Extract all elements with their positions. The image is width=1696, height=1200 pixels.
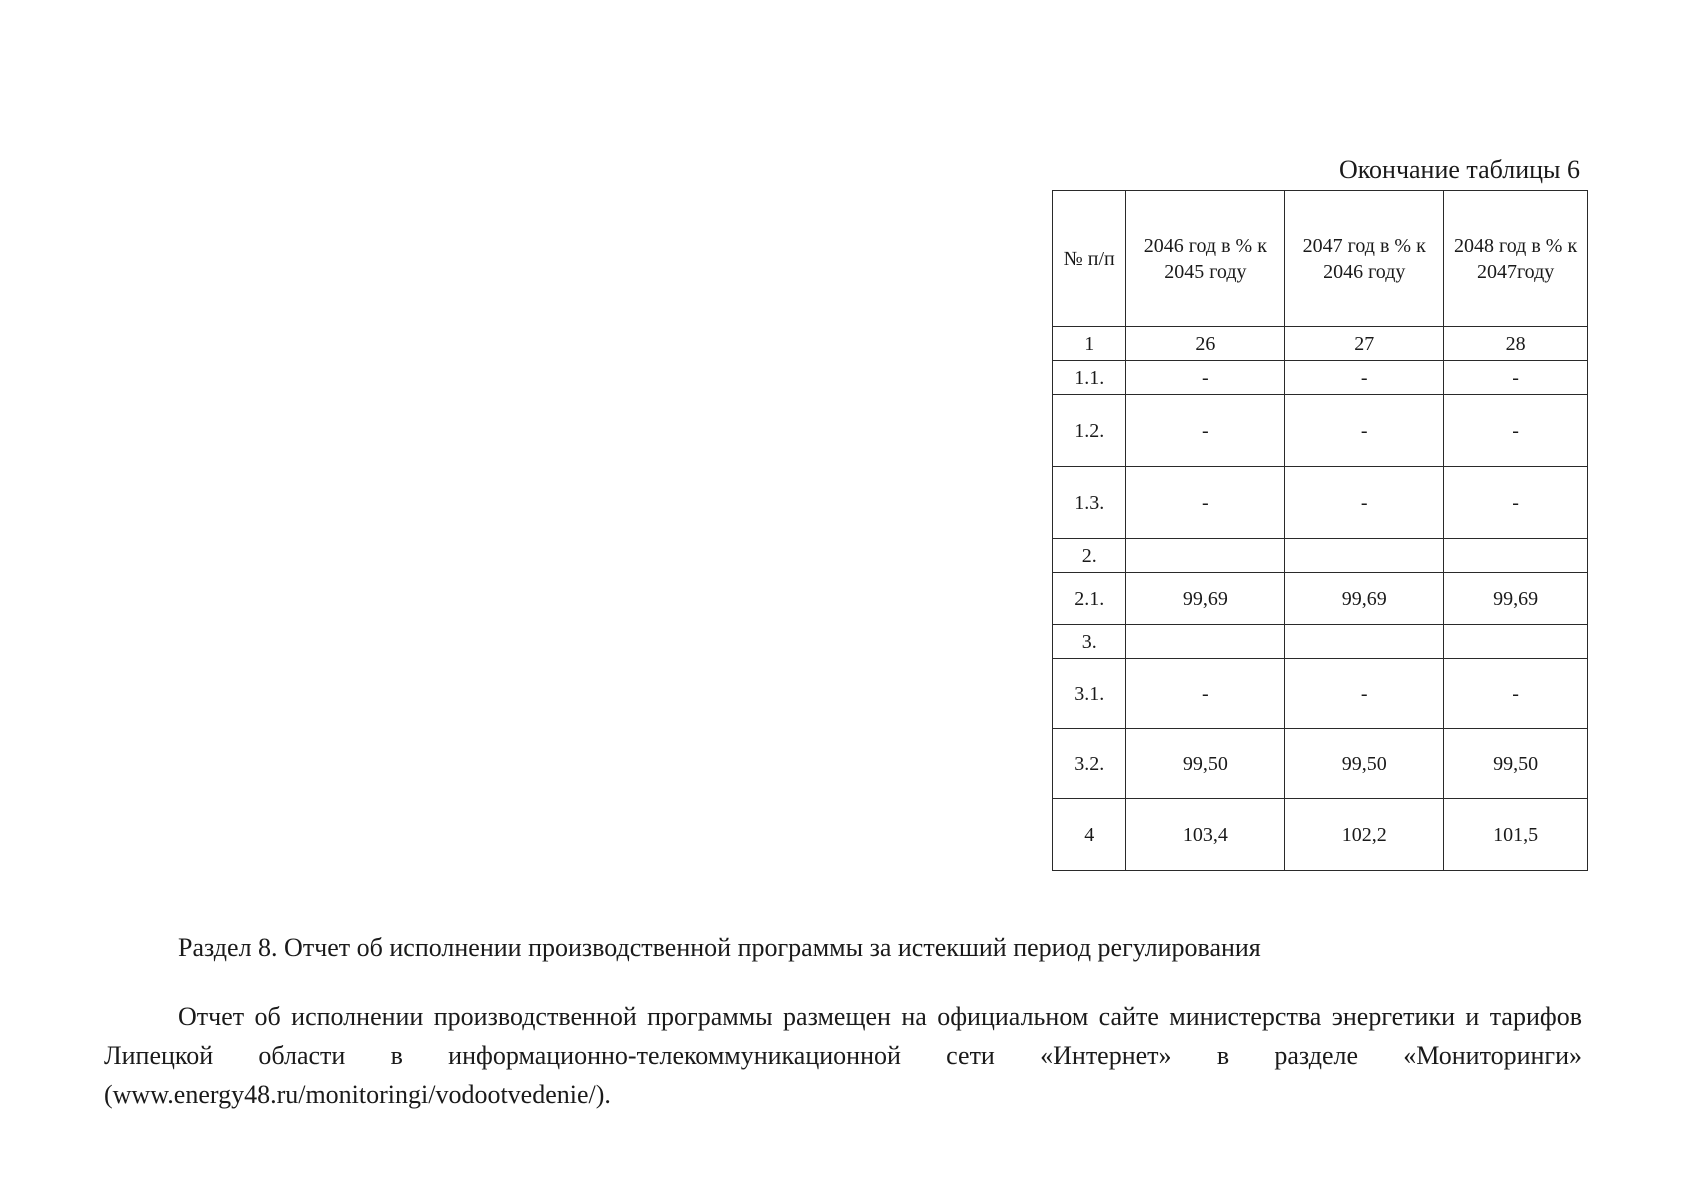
table-row [1053,799,1588,871]
table-cell [1285,539,1444,573]
table-row [1053,327,1588,361]
data-table [1052,190,1588,871]
header-row [1053,191,1588,327]
table-cell: 1.2. [1053,395,1126,467]
table-row [1053,539,1588,573]
table-row [1053,573,1588,625]
table-cell: 101,5 [1444,799,1588,871]
table-row [1053,625,1588,659]
table-cell [1285,625,1444,659]
table-cell: - [1444,395,1588,467]
table-cell: 99,50 [1285,729,1444,799]
table-cell: 99,69 [1285,573,1444,625]
body-paragraph: Отчет об исполнении производственной программы размещен на официальном сайте министерства энергетики и тарифов Липецкой области в информационно-телекоммуникационной сети «Интернет» в разделе «Мониторинги» (www.energy48.ru/monitoringi/vodootvedenie/). [104,1002,1582,1109]
table-cell: 27 [1285,327,1444,361]
table-cell: 4 [1053,799,1126,871]
table-cell: 28 [1444,327,1588,361]
table-row [1053,361,1588,395]
table-cell: 99,69 [1444,573,1588,625]
header-cell-2047: 2047 год в % к 2046 году [1285,191,1444,327]
table-cell: 3.1. [1053,659,1126,729]
table-cell: 1 [1053,327,1126,361]
table-cell: - [1126,467,1285,539]
table-cell: - [1444,659,1588,729]
table-cell: - [1126,361,1285,395]
table-cell: 99,50 [1444,729,1588,799]
table-cell [1444,625,1588,659]
table-cell: 26 [1126,327,1285,361]
table-cell: - [1126,659,1285,729]
table-row [1053,395,1588,467]
table-cell: 2. [1053,539,1126,573]
table-cell: - [1285,467,1444,539]
table-cell: 103,4 [1126,799,1285,871]
table-cell: 99,50 [1126,729,1285,799]
table-cell: 3.2. [1053,729,1126,799]
table-caption: Окончание таблицы 6 [1338,155,1580,184]
table-row [1053,467,1588,539]
section-heading: Раздел 8. Отчет об исполнении производственной программы за истекший период регулирования [178,933,1261,962]
table-cell: - [1285,395,1444,467]
table-cell: - [1126,395,1285,467]
table-cell [1126,539,1285,573]
header-cell-2048: 2048 год в % к 2047году [1444,191,1588,327]
table-cell: - [1285,659,1444,729]
table-cell: 1.1. [1053,361,1126,395]
header-cell-2046: 2046 год в % к 2045 году [1126,191,1285,327]
table-row [1053,659,1588,729]
table-cell [1126,625,1285,659]
table-cell: - [1285,361,1444,395]
table-cell: 3. [1053,625,1126,659]
table-cell: 99,69 [1126,573,1285,625]
table-row [1053,729,1588,799]
table-cell: 2.1. [1053,573,1126,625]
table-cell [1444,539,1588,573]
table-cell: - [1444,467,1588,539]
table-cell: 102,2 [1285,799,1444,871]
header-cell-number: № п/п [1053,191,1126,327]
table-cell: - [1444,361,1588,395]
table-cell: 1.3. [1053,467,1126,539]
